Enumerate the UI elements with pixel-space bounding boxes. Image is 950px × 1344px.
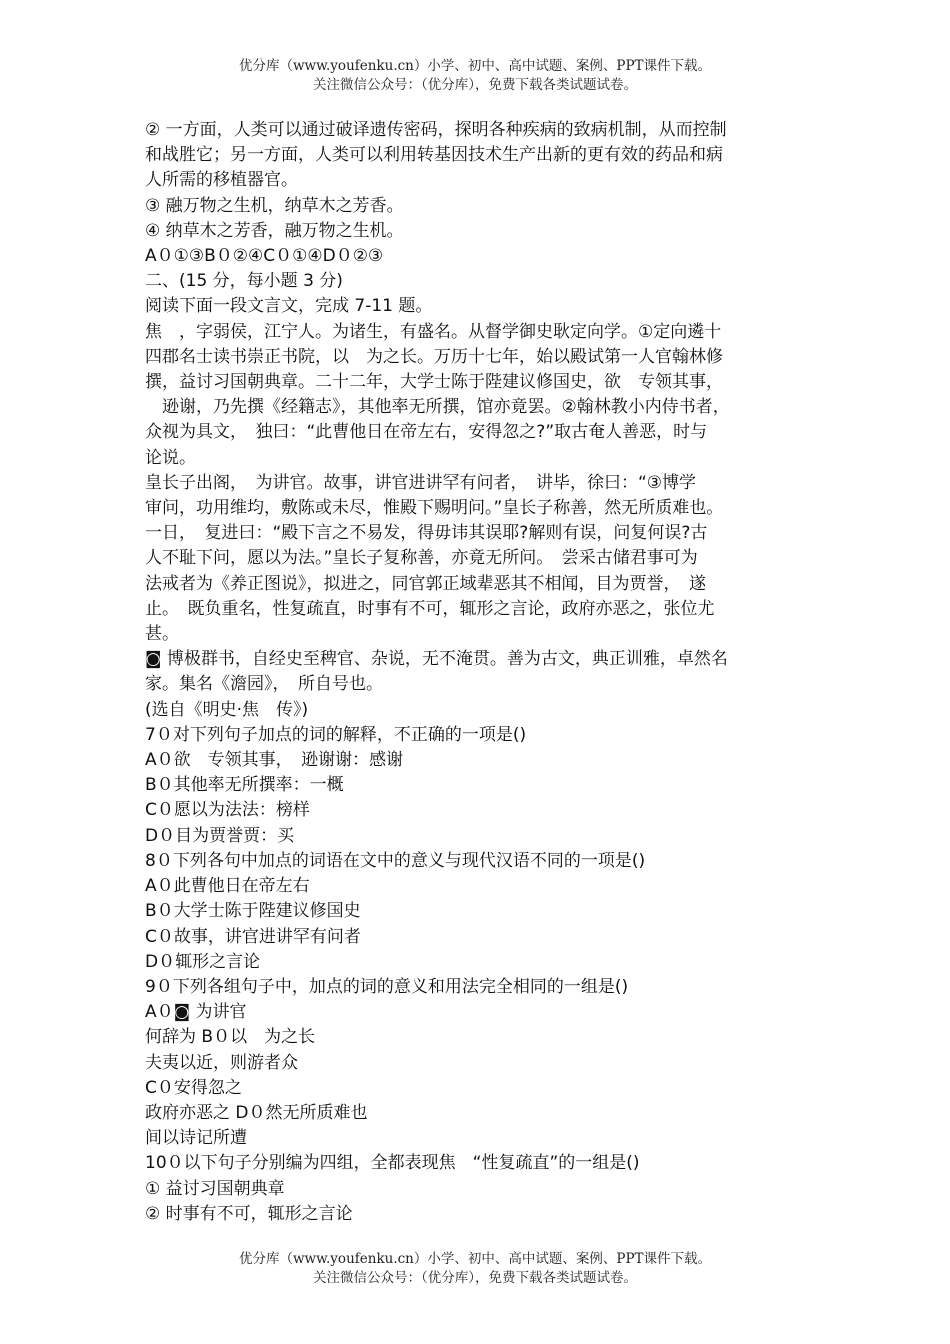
footer-line-2: 关注微信公众号：（优分库），免费下载各类试题试卷。: [313, 1270, 637, 1286]
text-line: A０①③B０②④C０①④D０②③: [145, 246, 384, 267]
text-line: ◙ 博极群书，自经史至稗官、杂说，无不淹贯。善为古文，典正训雅，卓然名: [145, 649, 728, 670]
text-line: 法戒者为《养正图说》，拟进之，同官郭正域辈恶其不相闻，目为贾誉， 遂: [145, 573, 706, 594]
text-line: 何辞为 B０以 为之长: [145, 1027, 316, 1048]
text-line: D０目为贾誉贾：买: [145, 825, 295, 846]
text-line: 家。集名《澹园》， 所自号也。: [145, 674, 383, 695]
text-line: 论说。: [145, 447, 196, 468]
text-line: 甚。: [145, 624, 179, 645]
text-line: 夫夷以近，则游者众: [145, 1052, 298, 1073]
text-line: B０其他率无所撰率：一概: [145, 775, 344, 796]
text-line: D０辄形之言论: [145, 951, 261, 972]
footer-line-1: 优分库（www.youfenku.cn）小学、初中、高中试题、案例、PPT课件下载。: [238, 1251, 712, 1267]
text-line: ② 时事有不可，辄形之言论: [145, 1203, 353, 1224]
header-line-2: 关注微信公众号：（优分库），免费下载各类试题试卷。: [313, 77, 637, 93]
text-line: A０此曹他日在帝左右: [145, 876, 310, 897]
text-line: 众视为具文， 独曰：“此曹他日在帝左右，安得忽之?”取古奄人善恶，时与: [145, 422, 708, 443]
text-line: 9０下列各组句子中，加点的词的意义和用法完全相同的一组是(): [145, 976, 629, 997]
text-line: 皇长子出阁， 为讲官。故事，讲官进讲罕有问者， 讲毕，徐曰：“③博学: [145, 472, 697, 493]
text-line: C０故事，讲官进讲罕有问者: [145, 926, 361, 947]
text-line: C０愿以为法法：榜样: [145, 800, 310, 821]
text-line: ③ 融万物之生机，纳草木之芳香。: [145, 195, 404, 216]
text-line: 人所需的移植器官。: [145, 170, 298, 191]
text-line: 7０对下列句子加点的词的解释，不正确的一项是(): [145, 724, 527, 745]
text-line: 一日， 复进曰：“殿下言之不易发，得毋讳其误耶?解则有误，问复何误?古: [145, 523, 708, 544]
text-line: C０安得忽之: [145, 1077, 242, 1098]
text-line: ④ 纳草木之芳香，融万物之生机。: [145, 220, 404, 241]
text-line: 政府亦恶之 D０然无所质难也: [145, 1102, 368, 1123]
text-line: 10０以下句子分别编为四组，全都表现焦 “性复疏直”的一组是(): [145, 1153, 640, 1174]
text-line: 止。 既负重名，性复疏直，时事有不可，辄形之言论，政府亦恶之，张位尤: [145, 598, 715, 619]
text-line: A０欲 专领其事， 逊谢谢：感谢: [145, 750, 404, 771]
document-body: [145, 118, 805, 1227]
text-line: 二、(15 分，每小题 3 分): [145, 271, 343, 292]
text-line: ① 益讨习国朝典章: [145, 1178, 285, 1199]
text-line: 和战胜它；另一方面，人类可以利用转基因技术生产出新的更有效的药品和病: [145, 145, 723, 166]
text-line: 阅读下面一段文言文，完成 7-11 题。: [145, 296, 433, 317]
text-line: 撰，益讨习国朝典章。二十二年，大学士陈于陛建议修国史，欲 专领其事，: [145, 372, 723, 393]
text-line: 人不耻下问，愿以为法。”皇长子复称善，亦竟无所问。 尝采古储君事可为: [145, 548, 698, 569]
header-line-1: 优分库（www.youfenku.cn）小学、初中、高中试题、案例、PPT课件下载。: [238, 58, 712, 74]
text-line: A０◙ 为讲官: [145, 1002, 247, 1023]
text-line: 焦 ，字弱侯，江宁人。为诸生，有盛名。从督学御史耿定向学。①定向遴十: [145, 321, 722, 342]
text-line: 四郡名士读书崇正书院，以 为之长。万历十七年，始以殿试第一人官翰林修: [145, 346, 723, 367]
text-line: ② 一方面，人类可以通过破译遗传密码，探明各种疾病的致病机制，从而控制: [145, 120, 727, 140]
text-line: 8０下列各句中加点的词语在文中的意义与现代汉语不同的一项是(): [145, 850, 646, 871]
text-line: 审问，功用维均，敷陈或未尽，惟殿下赐明问。”皇长子称善，然无所质难也。: [145, 498, 724, 519]
text-line: 逊谢，乃先撰《经籍志》，其他率无所撰，馆亦竟罢。②翰林教小内侍书者，: [145, 397, 730, 418]
page-footer: [0, 1250, 950, 1288]
page-header: [0, 57, 950, 95]
text-line: B０大学士陈于陛建议修国史: [145, 901, 361, 922]
text-line: 间以诗记所遭: [145, 1128, 247, 1149]
text-line: (选自《明史·焦 传》): [145, 699, 309, 720]
